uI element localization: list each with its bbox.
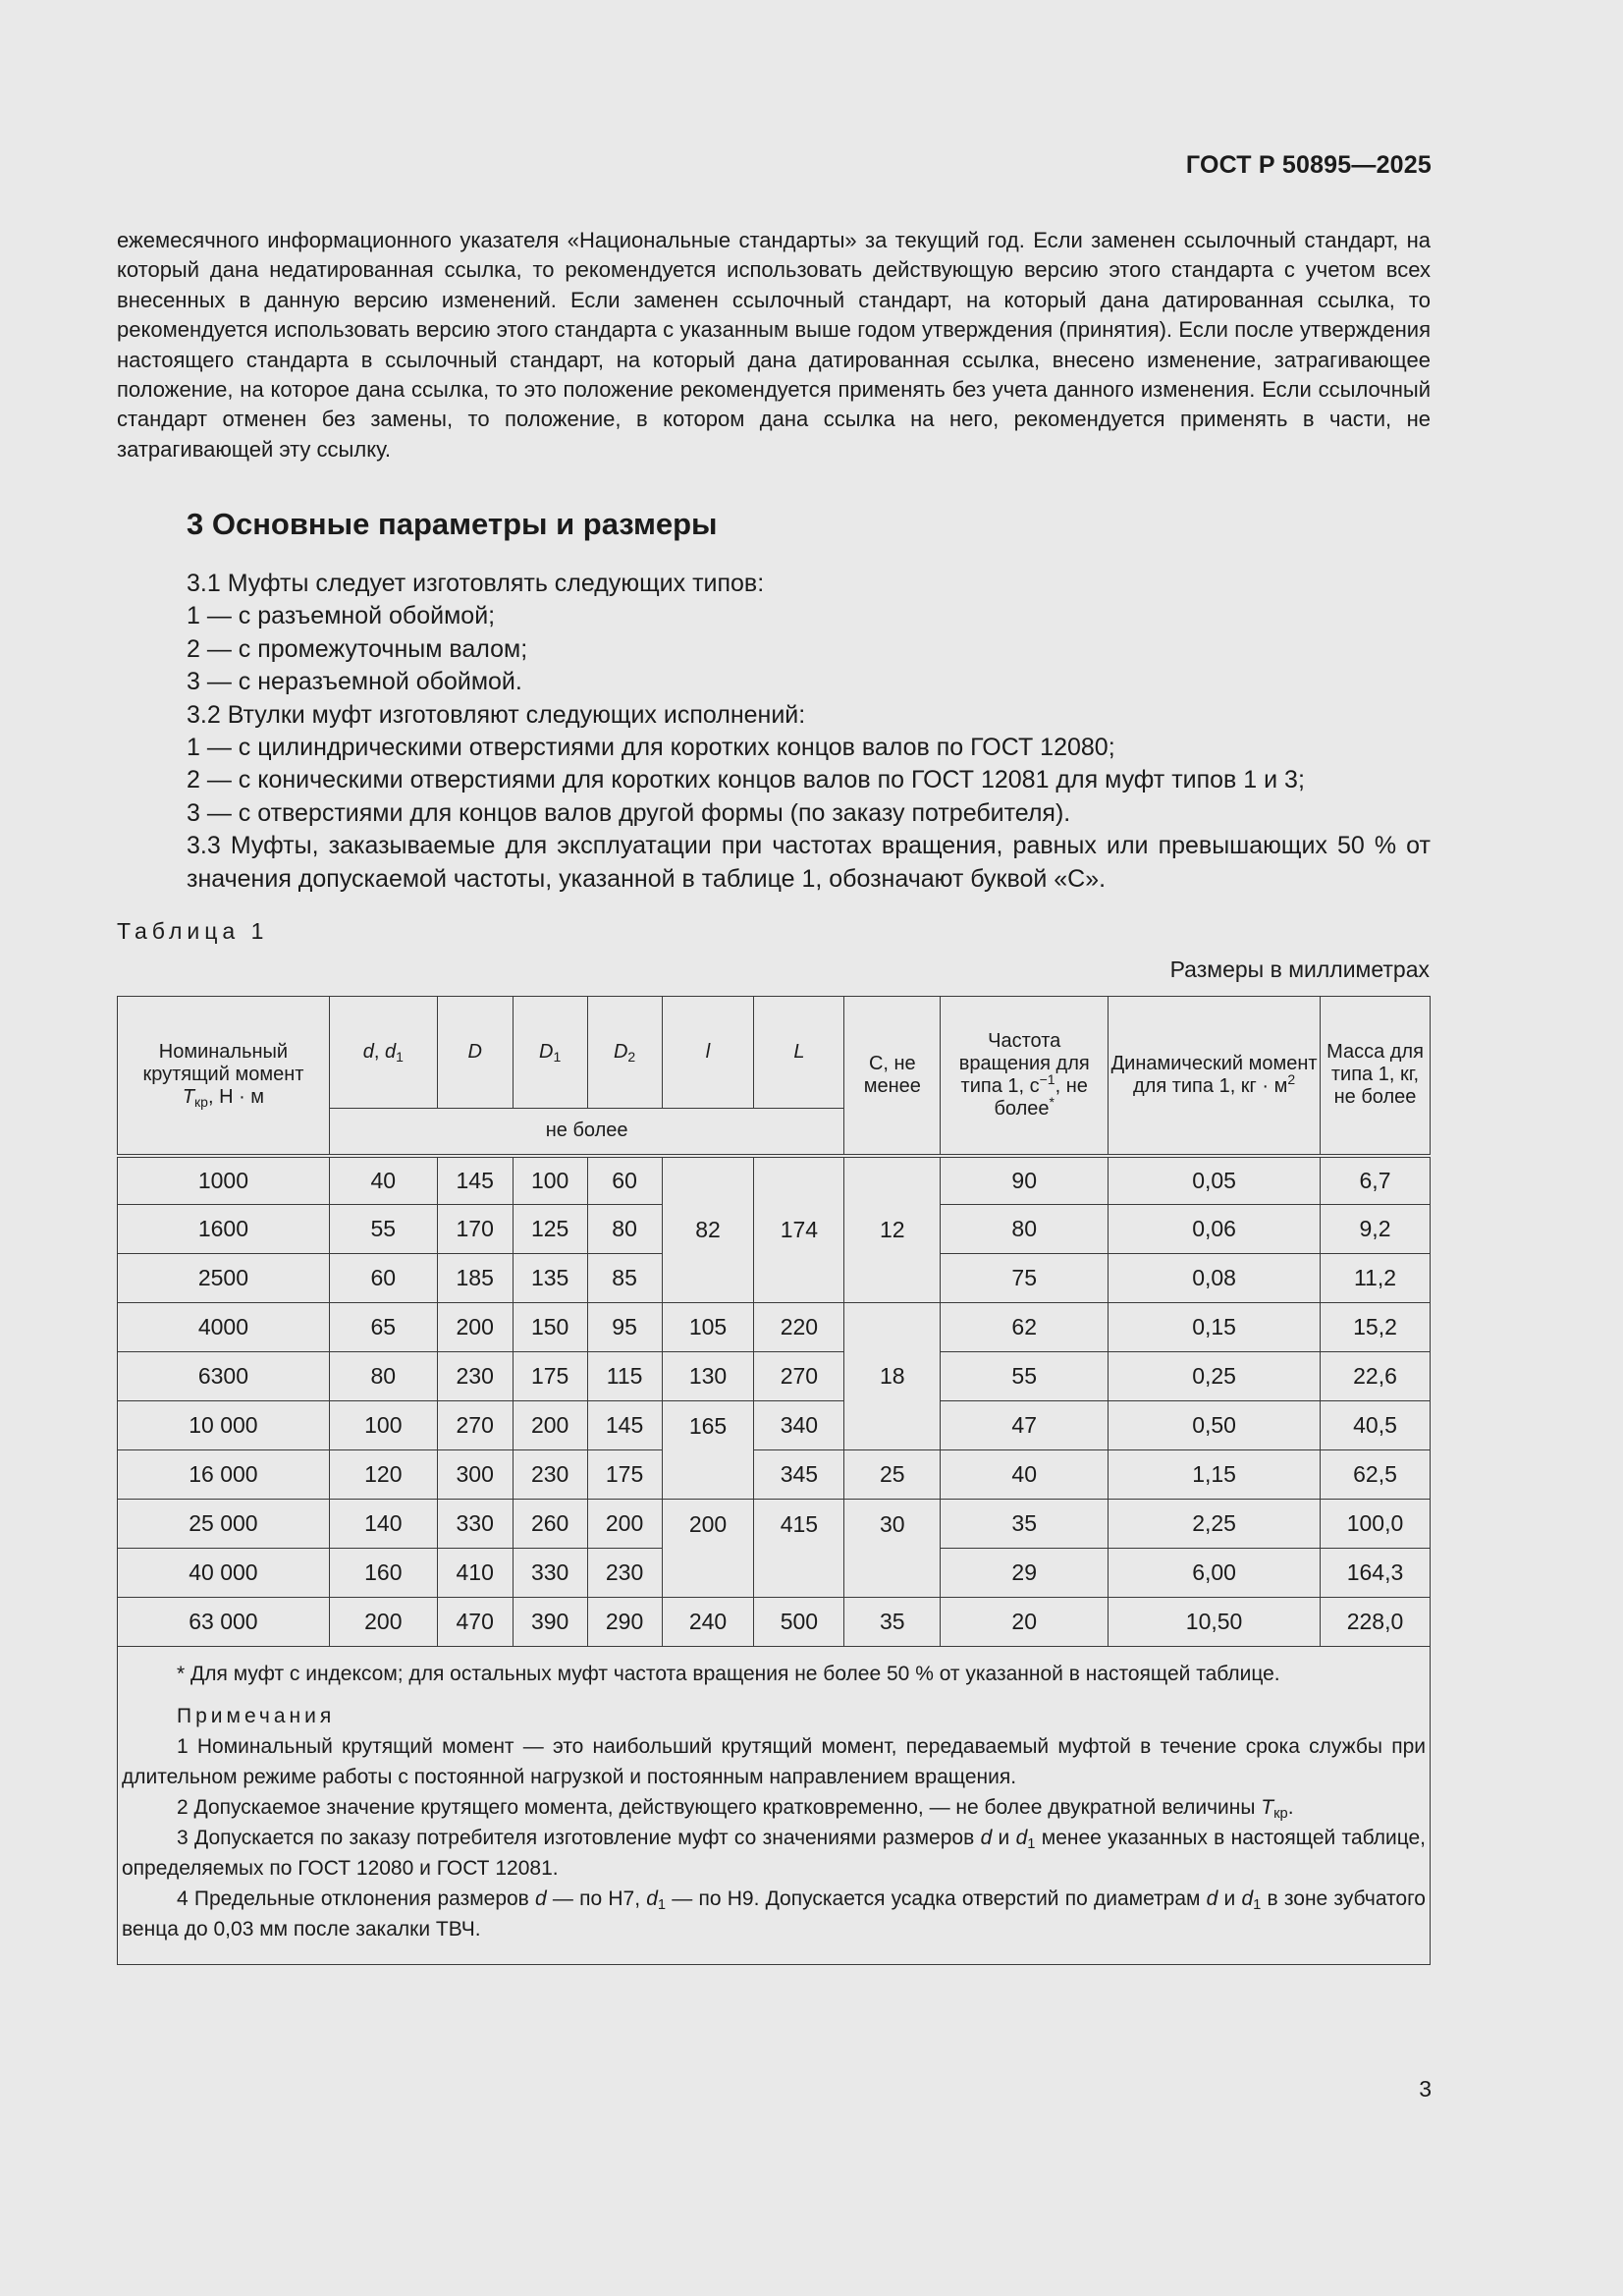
- text-fragment: 1: [657, 1897, 667, 1913]
- table-cell: 20: [941, 1598, 1109, 1647]
- text-fragment: 3 Допускается по заказу потребителя изготовление муфт со значениями размеров: [177, 1827, 981, 1849]
- text-fragment: L: [793, 1041, 805, 1063]
- table-row: [118, 1401, 1431, 1450]
- text-fragment: — по H7,: [546, 1887, 647, 1910]
- table-cell: 29: [941, 1549, 1109, 1598]
- table-cell: 145: [587, 1401, 662, 1450]
- table-notes: [118, 1647, 1431, 1965]
- table-cell: 145: [437, 1156, 513, 1205]
- table-cell: 80: [587, 1205, 662, 1254]
- text-fragment: d: [1241, 1887, 1254, 1910]
- table-cell: 65: [329, 1303, 437, 1352]
- table-cell: 200: [437, 1303, 513, 1352]
- table-cell: 300: [437, 1450, 513, 1500]
- header-mass: Масса для типа 1, кг, не более: [1321, 997, 1431, 1156]
- table-notes-row: [118, 1647, 1431, 1965]
- header-D1: [513, 997, 587, 1109]
- header-torque: [118, 997, 330, 1156]
- table-cell: 1600: [118, 1205, 330, 1254]
- text-fragment: ,: [373, 1041, 385, 1063]
- clause-3-1: 3.1 Муфты следует изготовлять следующих типов:: [187, 570, 765, 597]
- text-fragment: кр: [1273, 1806, 1288, 1822]
- header-l: [662, 997, 754, 1109]
- table-cell: 115: [587, 1352, 662, 1401]
- table-cell: 11,2: [1321, 1254, 1431, 1303]
- note-2: [122, 1792, 1426, 1823]
- text-fragment: 1: [553, 1049, 562, 1065]
- text-fragment: и: [992, 1827, 1016, 1849]
- text-fragment: d: [1015, 1827, 1028, 1849]
- header-L: [754, 997, 844, 1109]
- table-cell: 230: [513, 1450, 587, 1500]
- table-cell: 0,05: [1109, 1156, 1321, 1205]
- text-fragment: D: [539, 1041, 554, 1063]
- table-row: [118, 1450, 1431, 1500]
- text-fragment: 1: [396, 1049, 404, 1065]
- text-fragment: T: [182, 1086, 195, 1109]
- merged-cell-L: 270: [754, 1352, 844, 1401]
- text-fragment: l: [705, 1041, 711, 1063]
- table-cell: 160: [329, 1549, 437, 1598]
- table-cell: 150: [513, 1303, 587, 1352]
- table-row: [118, 1303, 1431, 1352]
- table-cell: 85: [587, 1254, 662, 1303]
- list-item: 2 — с коническими отверстиями для коротких концов валов по ГОСТ 12081 для муфт типов 1 и 3;: [187, 766, 1305, 794]
- merged-cell-L: 340: [754, 1401, 844, 1450]
- table-cell: 35: [941, 1500, 1109, 1549]
- text-fragment: d: [646, 1887, 658, 1910]
- table-cell: 1,15: [1109, 1450, 1321, 1500]
- text-fragment: *: [1049, 1093, 1055, 1110]
- table-cell: 60: [329, 1254, 437, 1303]
- text-fragment: , Н · м: [207, 1086, 265, 1109]
- parameters-table: [117, 996, 1431, 1965]
- table-row: [118, 1500, 1431, 1549]
- header-D: [437, 997, 513, 1109]
- table-cell: 185: [437, 1254, 513, 1303]
- table-cell: 90: [941, 1156, 1109, 1205]
- merged-cell-L: 500: [754, 1598, 844, 1647]
- table-cell: 75: [941, 1254, 1109, 1303]
- text-fragment: −1: [1039, 1070, 1055, 1087]
- table-cell: 135: [513, 1254, 587, 1303]
- table-footnote: * Для муфт с индексом; для остальных муфт частота вращения не более 50 % от указанной в настоящей таблице.: [177, 1663, 1280, 1685]
- table-cell: 15,2: [1321, 1303, 1431, 1352]
- table-cell: 0,50: [1109, 1401, 1321, 1450]
- table-caption: Таблица 1: [117, 918, 269, 944]
- table-cell: 0,25: [1109, 1352, 1321, 1401]
- table-cell: 6,7: [1321, 1156, 1431, 1205]
- table-row: [118, 1156, 1431, 1205]
- table-cell: 40,5: [1321, 1401, 1431, 1450]
- table-cell: 63 000: [118, 1598, 330, 1647]
- table-cell: 10 000: [118, 1401, 330, 1450]
- note-1: 1 Номинальный крутящий момент — это наибольший крутящий момент, передаваемый муфтой в течение срока службы при длительном режиме работы с постоянной нагрузкой и постоянным направлением вращения.: [122, 1735, 1426, 1788]
- table-row: [118, 1352, 1431, 1401]
- table-cell: 0,08: [1109, 1254, 1321, 1303]
- text-fragment: 2: [627, 1049, 636, 1065]
- table-cell: 2,25: [1109, 1500, 1321, 1549]
- text-fragment: — по H9. Допускается усадка отверстий по диаметрам: [666, 1887, 1207, 1910]
- table-cell: 175: [587, 1450, 662, 1500]
- table-cell: 0,15: [1109, 1303, 1321, 1352]
- page-number: 3: [1419, 2076, 1432, 2102]
- table-cell: 80: [941, 1205, 1109, 1254]
- intro-paragraph: ежемесячного информационного указателя «Национальные стандарты» за текущий год. Если заменен ссылочный стандарт, на который дана недатированная ссылка, то рекомендуется использовать действующую версию этого стандарта с учетом всех внесенных в данную версию изменений. Если заменен ссылочный стандарт, на который дана датированная ссылка, то рекомендуется использовать версию этого стандарта с указанным выше годом утверждения (принятия). Если после утверждения настоящего стандарта в ссылочный стандарт, на который дана датированная ссылка, внесено изменение, затрагивающее положение, на которое дана ссылка, то это положение рекомендуется применять без учета данного изменения. Если ссылочный стандарт отменен без замены, то положение, в котором дана ссылка на него, рекомендуется применять в части, не затрагивающей эту ссылку.: [117, 228, 1431, 462]
- text-fragment: 1: [1253, 1897, 1262, 1913]
- merged-cell-L: 345: [754, 1450, 844, 1500]
- table-cell: 16 000: [118, 1450, 330, 1500]
- text-fragment: D: [613, 1041, 628, 1063]
- table-row: [118, 1598, 1431, 1647]
- text-fragment: кр: [194, 1094, 208, 1111]
- table-cell: 200: [587, 1500, 662, 1549]
- text-fragment: Частота вращения для типа 1, с: [958, 1029, 1090, 1097]
- table-cell: 6,00: [1109, 1549, 1321, 1598]
- table-cell: 62: [941, 1303, 1109, 1352]
- table-cell: 120: [329, 1450, 437, 1500]
- table-cell: 40: [941, 1450, 1109, 1500]
- list-item: 3 — с неразъемной обоймой.: [187, 668, 522, 696]
- table-cell: 60: [587, 1156, 662, 1205]
- table-cell: 410: [437, 1549, 513, 1598]
- merged-cell-l: 200: [662, 1500, 754, 1598]
- text-fragment: .: [1287, 1796, 1294, 1819]
- list-item: 2 — с промежуточным валом;: [187, 634, 528, 663]
- table-cell: 200: [329, 1598, 437, 1647]
- merged-cell-C: 12: [844, 1156, 941, 1303]
- table-cell: 228,0: [1321, 1598, 1431, 1647]
- table-cell: 6300: [118, 1352, 330, 1401]
- header-C: C, не менее: [844, 997, 941, 1156]
- note-4: [122, 1884, 1426, 1944]
- section-title: 3 Основные параметры и размеры: [187, 507, 718, 541]
- list-item: 1 — с цилиндрическими отверстиями для коротких концов валов по ГОСТ 12080;: [187, 734, 1115, 762]
- header-d: [329, 997, 437, 1109]
- text-fragment: D: [467, 1041, 482, 1063]
- text-fragment: 4 Предельные отклонения размеров: [177, 1887, 536, 1910]
- text-fragment: Номинальный крутящий момент: [142, 1041, 304, 1086]
- merged-cell-C: 25: [844, 1450, 941, 1500]
- table-cell: 170: [437, 1205, 513, 1254]
- text-fragment: d: [384, 1041, 397, 1063]
- text-fragment: в зоне зубчатого венца до 0,03 мм после закалки ТВЧ.: [122, 1887, 1426, 1941]
- text-fragment: 1: [1027, 1836, 1036, 1852]
- text-fragment: 2: [1287, 1070, 1296, 1087]
- text-fragment: , не более: [994, 1074, 1088, 1120]
- table-cell: 40 000: [118, 1549, 330, 1598]
- table-cell: 290: [587, 1598, 662, 1647]
- merged-cell-l: 130: [662, 1352, 754, 1401]
- merged-cell-l: 240: [662, 1598, 754, 1647]
- note-3: [122, 1823, 1426, 1884]
- table-cell: 390: [513, 1598, 587, 1647]
- text-fragment: и: [1217, 1887, 1242, 1910]
- clause-3-3: 3.3 Муфты, заказываемые для эксплуатации при частотах вращения, равных или превышающих 50 % от значения допускаемой частоты, указанной в таблице 1, обозначают буквой «С».: [187, 832, 1431, 893]
- merged-cell-C: 30: [844, 1500, 941, 1598]
- table-cell: 55: [941, 1352, 1109, 1401]
- merged-cell-C: 18: [844, 1303, 941, 1450]
- table-cell: 470: [437, 1598, 513, 1647]
- table-cell: 164,3: [1321, 1549, 1431, 1598]
- text-fragment: d: [1206, 1887, 1218, 1910]
- table-cell: 330: [437, 1500, 513, 1549]
- table-cell: 9,2: [1321, 1205, 1431, 1254]
- merged-cell-C: 35: [844, 1598, 941, 1647]
- header-frequency: [941, 997, 1109, 1156]
- table-cell: 100: [513, 1156, 587, 1205]
- table-cell: 0,06: [1109, 1205, 1321, 1254]
- list-item: 3 — с отверстиями для концов валов другой формы (по заказу потребителя).: [187, 798, 1071, 827]
- section-body: [117, 568, 1431, 896]
- table-cell: 260: [513, 1500, 587, 1549]
- table-cell: 230: [437, 1352, 513, 1401]
- table-units: Размеры в миллиметрах: [1169, 957, 1430, 982]
- table-cell: 22,6: [1321, 1352, 1431, 1401]
- table-cell: 125: [513, 1205, 587, 1254]
- document-code: ГОСТ Р 50895—2025: [1185, 151, 1432, 179]
- table-cell: 330: [513, 1549, 587, 1598]
- header-D2: [587, 997, 662, 1109]
- text-fragment: d: [362, 1041, 374, 1063]
- table-cell: 25 000: [118, 1500, 330, 1549]
- text-fragment: d: [980, 1827, 993, 1849]
- table-cell: 80: [329, 1352, 437, 1401]
- table-cell: 40: [329, 1156, 437, 1205]
- text-fragment: Динамический момент для типа 1, кг · м: [1110, 1052, 1318, 1097]
- header-dynamic-moment: [1109, 997, 1321, 1156]
- header-not-more: не более: [329, 1109, 844, 1156]
- merged-cell-L: 174: [754, 1156, 844, 1303]
- notes-title: Примечания: [177, 1705, 336, 1727]
- merged-cell-L: 220: [754, 1303, 844, 1352]
- merged-cell-L: 415: [754, 1500, 844, 1598]
- clause-3-2: 3.2 Втулки муфт изготовляют следующих исполнений:: [187, 700, 806, 729]
- table-cell: 55: [329, 1205, 437, 1254]
- table-cell: 140: [329, 1500, 437, 1549]
- text-fragment: 2 Допускаемое значение крутящего момента, действующего кратковременно, — не более двукратной величины: [177, 1796, 1262, 1819]
- table-cell: 10,50: [1109, 1598, 1321, 1647]
- text-fragment: T: [1261, 1796, 1274, 1819]
- table-cell: 95: [587, 1303, 662, 1352]
- table-cell: 4000: [118, 1303, 330, 1352]
- table-cell: 100,0: [1321, 1500, 1431, 1549]
- table-cell: 1000: [118, 1156, 330, 1205]
- text-fragment: d: [535, 1887, 547, 1910]
- merged-cell-l: 82: [662, 1156, 754, 1303]
- table-cell: 2500: [118, 1254, 330, 1303]
- table-cell: 100: [329, 1401, 437, 1450]
- table-cell: 200: [513, 1401, 587, 1450]
- table-cell: 270: [437, 1401, 513, 1450]
- table-cell: 47: [941, 1401, 1109, 1450]
- text-fragment: менее указанных в настоящей таблице, определяемых по ГОСТ 12080 и ГОСТ 12081.: [122, 1827, 1426, 1880]
- merged-cell-l: 165: [662, 1401, 754, 1500]
- merged-cell-l: 105: [662, 1303, 754, 1352]
- table-cell: 230: [587, 1549, 662, 1598]
- list-item: 1 — с разъемной обоймой;: [187, 602, 496, 630]
- table-cell: 175: [513, 1352, 587, 1401]
- table-cell: 62,5: [1321, 1450, 1431, 1500]
